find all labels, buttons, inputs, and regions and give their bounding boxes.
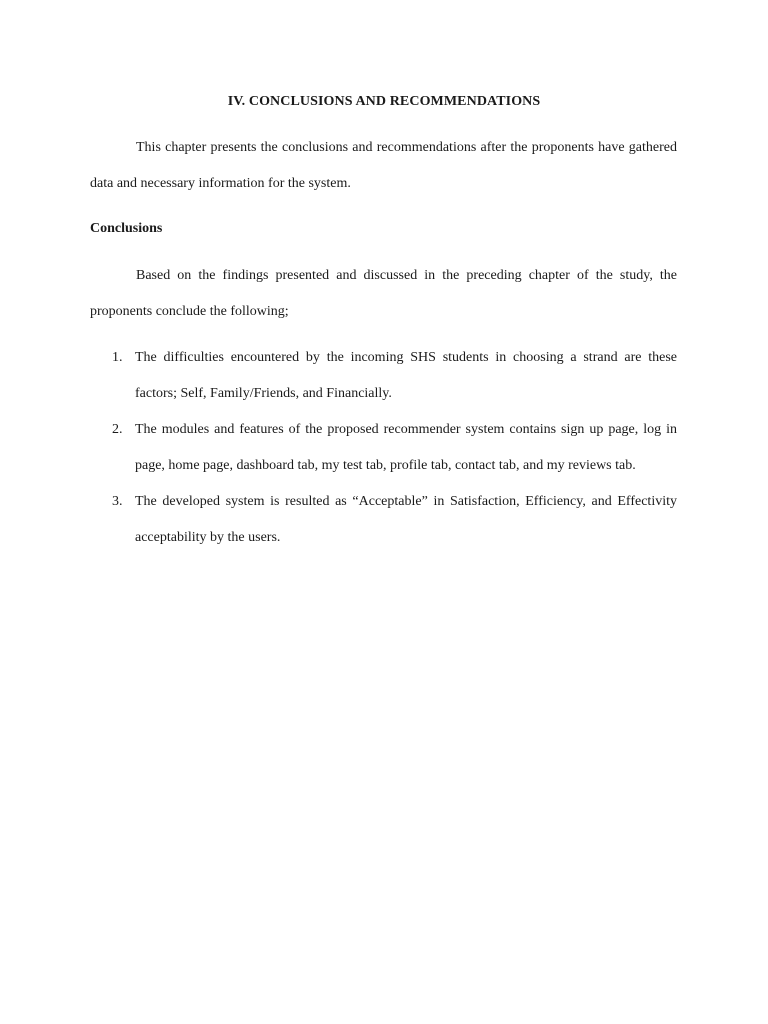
conclusions-list xyxy=(90,340,677,556)
list-item-text: The developed system is resulted as “Acceptable” in Satisfaction, Efficiency, and Effectivity acceptability by the users. xyxy=(135,494,677,545)
list-item xyxy=(90,484,677,556)
list-item-number: 1. xyxy=(112,350,123,365)
list-item-number: 3. xyxy=(112,494,123,509)
findings-paragraph: Based on the findings presented and discussed in the preceding chapter of the study, the proponents conclude the following; xyxy=(90,268,677,319)
chapter-title: IV. CONCLUSIONS AND RECOMMENDATIONS xyxy=(227,94,541,109)
section-heading-conclusions: Conclusions xyxy=(90,221,163,236)
list-item-number: 2. xyxy=(112,422,123,437)
list-item xyxy=(90,340,677,412)
list-item xyxy=(90,412,677,484)
list-item-text: The difficulties encountered by the incoming SHS students in choosing a strand are these factors; Self, Family/Friends, and Financially. xyxy=(135,350,677,401)
list-item-text: The modules and features of the proposed recommender system contains sign up page, log in page, home page, dashboard tab, my test tab, profile tab, contact tab, and my reviews tab. xyxy=(135,422,677,473)
intro-paragraph: This chapter presents the conclusions and recommendations after the proponents have gathered data and necessary information for the system. xyxy=(90,140,677,191)
